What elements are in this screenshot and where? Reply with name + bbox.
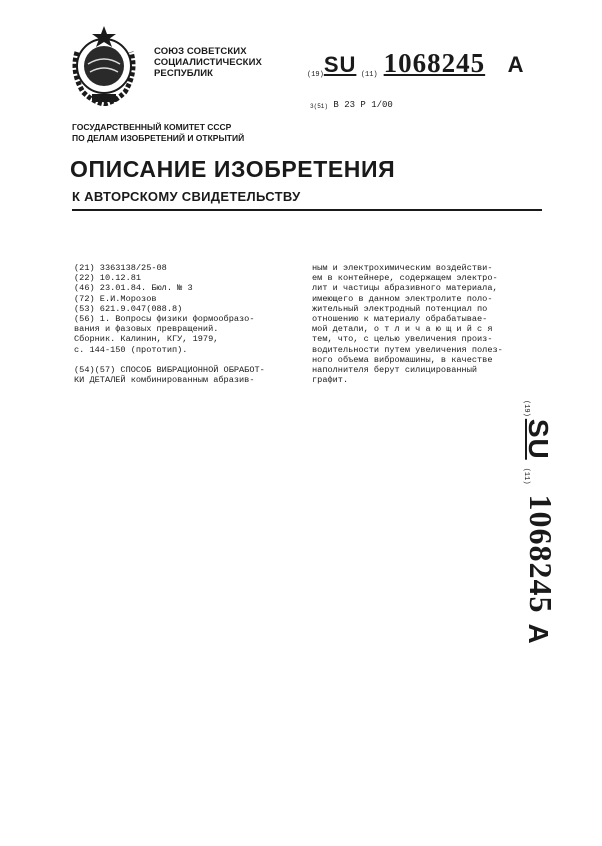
country-code-label: (19) <box>307 71 324 79</box>
country-code: SU <box>323 52 357 77</box>
state-name-line: РЕСПУБЛИК <box>154 68 214 79</box>
patent-number: 1068245 <box>383 48 486 78</box>
side-country-code-label: (19) <box>522 400 530 417</box>
ipc-classification <box>310 100 393 110</box>
side-patent-no: 1068245 <box>523 494 559 614</box>
document-subtitle: К АВТОРСКОМУ СВИДЕТЕЛЬСТВУ <box>72 189 301 204</box>
side-country-code: SU <box>523 418 554 460</box>
patent-kind: A <box>507 52 524 77</box>
abstract-beginning: (54)(57) СПОСОБ ВИБРАЦИОННОЙ ОБРАБОТ- КИ ДЕТАЛЕЙ комбинированным абразив- <box>74 365 265 386</box>
ussr-emblem-icon <box>66 22 142 106</box>
ipc-code-label: 3(51) <box>310 103 329 110</box>
abstract-continuation: ным и электрохимическим воздействи- ем в контейнере, содержащем электро- лит и частицы абразивного материала, имеющего в данном электролите поло- жительный электродный потенциал по отношению к материалу обрабатывае- мой детали, о т л и ч а ю щ и й с я тем, что, с целью увеличения произ- водительности путем увеличения полез- ного объема вибромашины, в качестве наполнителя берут силицированный графит. <box>312 263 503 386</box>
ipc-value: B 23 P 1/00 <box>333 100 393 110</box>
side-kind: A <box>523 623 554 644</box>
header-divider <box>72 209 542 211</box>
side-number-code-label: (11) <box>522 467 530 485</box>
bibliographic-data: (21) 3363138/25-08 (22) 10.12.81 (46) 23.01.84. Бюл. № 3 (72) Е.И.Морозов (53) 621.9.047(088.8) (56) 1. Вопросы физики формообразо- вания и фазовых превращений. Сборник. Калинин, КГУ, 1979, с. 144-150 (прототип). <box>74 263 255 355</box>
side-patent-number <box>522 400 582 710</box>
number-code-label: (11) <box>360 71 378 79</box>
committee-line: ГОСУДАРСТВЕННЫЙ КОМИТЕТ СССР <box>72 122 232 132</box>
document-title: ОПИСАНИЕ ИЗОБРЕТЕНИЯ <box>70 156 396 182</box>
committee-line: ПО ДЕЛАМ ИЗОБРЕТЕНИЙ И ОТКРЫТИЙ <box>72 133 245 143</box>
patent-number-block <box>307 48 523 82</box>
state-name-line: СОЦИАЛИСТИЧЕСКИХ <box>154 57 262 68</box>
state-name-line: СОЮЗ СОВЕТСКИХ <box>154 46 247 57</box>
